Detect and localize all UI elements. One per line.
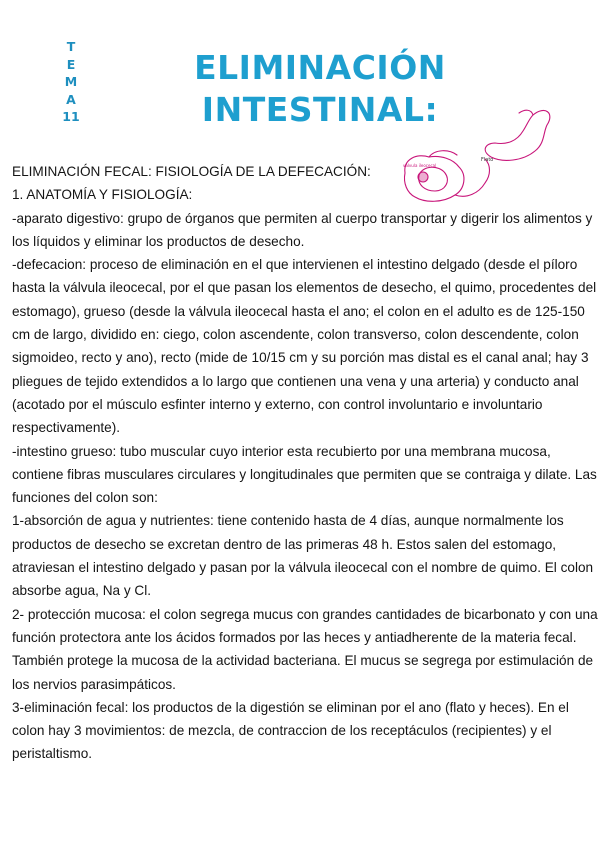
title-line-2: INTESTINAL: xyxy=(201,90,439,129)
side-label-number: 11 xyxy=(62,109,80,124)
sketch-label-flato: Flato xyxy=(481,157,494,163)
side-label-char: A xyxy=(66,91,76,107)
side-label-char: T xyxy=(66,39,76,54)
title-line-1: ELIMINACIÓN xyxy=(194,48,446,87)
section-heading: ELIMINACIÓN FECAL: FISIOLOGÍA DE LA DEFECACIÓN: xyxy=(12,164,371,179)
paragraph-aparato-digestivo: -aparato digestivo: grupo de órganos que permiten al cuerpo transportar y digerir los alimentos y los líquidos y eliminar los productos de desecho. xyxy=(12,210,593,249)
document-body xyxy=(12,160,600,766)
section-subheading: 1. ANATOMÍA Y FISIOLOGÍA: xyxy=(12,187,193,203)
side-label-char: E xyxy=(66,56,76,72)
paragraph-eliminacion-fecal: 3-eliminación fecal: los productos de la digestión se eliminan por el ano (flato y heces). En el colon hay 3 movimientos: de mezcla, de contraccion de los receptáculos (recipientes) y el peristaltismo. xyxy=(12,699,569,762)
paragraph-defecacion: -defecacion: proceso de eliminación en el que intervienen el intestino delgado (desde el píloro hasta la válvula ileocecal, por el que pasan los elementos de desecho, el quimo, procedentes del estomago), grueso (desde la válvula ileocecal hasta el ano; el colon en el adulto es de 125-150 cm de largo, dividido en: ciego, colon ascendente, colon transverso, colon descendente, colon sigmoideo, recto y ano), recto (mide de 10/15 cm y su porción mas distal es el canal anal; hay 3 pliegues de tejido extendidos a lo largo que contienen una vena y una arteria) y conducto anal (acotado por el músculo esfinter interno y externo, con control involuntario e involuntario respectivamente). xyxy=(12,257,597,436)
side-topic-label xyxy=(60,38,82,126)
sketch-label-valve: válvula ileocecal xyxy=(403,163,437,168)
paragraph-intestino-grueso: -intestino grueso: tubo muscular cuyo interior esta recubierto por una membrana mucosa, contiene fibras musculares circulares y longitudinales que permiten que se contraiga y dilate. Las funciones del colon son: xyxy=(12,443,597,506)
paragraph-proteccion-mucosa: 2- protección mucosa: el colon segrega mucus con grandes cantidades de bicarbonato y con una función protectora ante los ácidos formados por las heces y antiadherente de la materia fecal. También protege la mucosa de la actividad bacteriana. El mucus se segrega por estimulación de los nervios parasimpáticos. xyxy=(12,606,598,692)
paragraph-absorcion: 1-absorción de agua y nutrientes: tiene contenido hasta de 4 días, aunque normalmente los productos de desecho se excretan dentro de las primeras 48 h. Estos salen del estomago, atraviesan el intestino delgado y pasan por la válvula ileocecal con el nombre de quimo. El colon absorbe agua, Na y Cl. xyxy=(12,513,594,599)
side-label-char: M xyxy=(64,74,78,89)
